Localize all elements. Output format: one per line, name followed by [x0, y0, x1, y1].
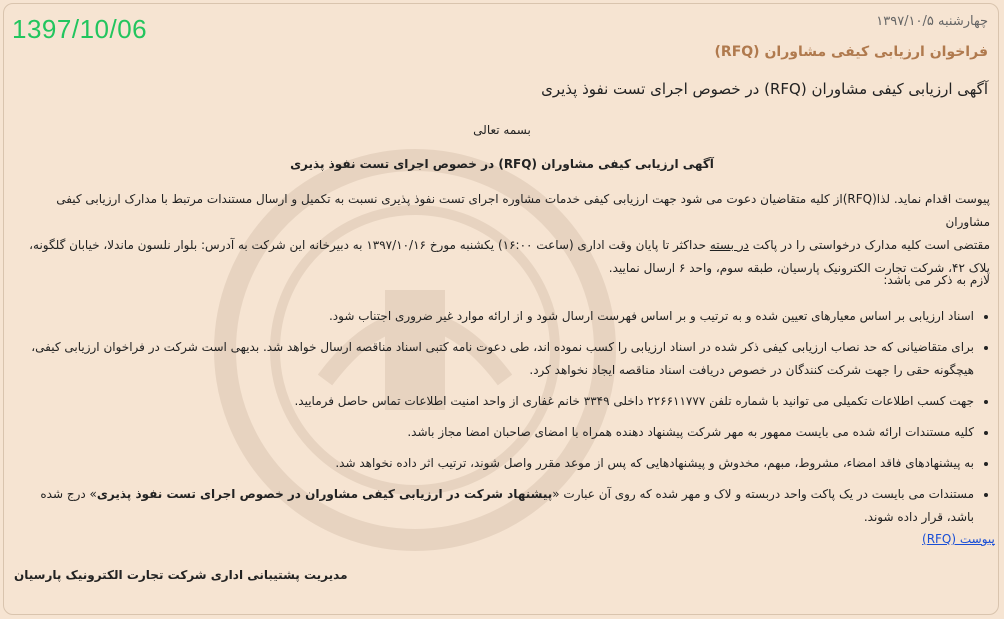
- list-item: • برای متقاضیانی که حد نصاب ارزیابی کیفی ذکر شده در اسناد ارزیابی را کسب نموده اند، طی دعوت نامه کتبی اسناد مناقصه ارسال خواهد شد. بدیهی است شرکت در فراخوان ارزیابی کیفی، هیچگونه حقی را جهت شرکت کنندگان در خصوص دریافت اسناد مناقصه ایجاد نخواهد کرد.: [14, 336, 974, 382]
- intro-line-1: پیوست اقدام نماید. لذا(RFQ)از کلیه متقاضیان دعوت می شود جهت ارزیابی کیفی خدمات مشاوره اجرای تست نفوذ پذیری نسبت به تکمیل و ارسال مستندات مرتبط با مدارک ارزیابی کیفی مشاوران: [56, 192, 990, 229]
- list-item: • اسناد ارزیابی بر اساس معیارهای تعیین شده و به ترتیب و بر اساس فهرست ارسال شود و از ارائه موارد غیر ضروری اجتناب شود.: [14, 305, 974, 328]
- notes-heading: لازم به ذکر می باشد:: [883, 273, 990, 287]
- list-item: [14, 483, 974, 529]
- list-item: • به پیشنهادهای فاقد امضاء، مشروط، مبهم، مخدوش و پیشنهادهایی که پس از موعد مقرر واصل شوند، ترتیب اثر داده نخواهد شد.: [14, 452, 974, 475]
- list-item: • جهت کسب اطلاعات تکمیلی می توانید با شماره تلفن ۲۲۶۶۱۱۷۷۷ داخلی ۳۳۴۹ خانم غفاری از واحد امنیت اطلاعات تماس حاصل فرمایید.: [14, 390, 974, 413]
- list-item: • کلیه مستندات ارائه شده می بایست ممهور به مهر شرکت پیشنهاد دهنده همراه با امضای صاحبان امضا مجاز باشد.: [14, 421, 974, 444]
- publish-date: چهارشنبه ۱۳۹۷/۱۰/۵: [876, 14, 988, 29]
- bismillah: بسمه تعالی: [473, 123, 531, 137]
- intro-line-2-end: حداکثر تا پایان وقت اداری (ساعت ۱۶:۰۰) یکشنبه مورخ ۱۳۹۷/۱۰/۱۶ به دبیرخانه این شرکت به آدرس: بلوار نلسون ماندلا، خیابان گلگونه،: [29, 238, 707, 252]
- attachment-link[interactable]: پیوست (RFQ): [922, 532, 995, 546]
- intro-line-2-start: مقتضی است کلیه مدارک درخواستی را در پاکت: [752, 238, 990, 252]
- announcement-title: آگهی ارزیابی کیفی مشاوران (RFQ) در خصوص اجرای تست نفوذ پذیری: [290, 157, 714, 171]
- signature: مدیریت پشتیبانی اداری شرکت تجارت الکترونیک پارسیان: [14, 568, 348, 582]
- list-item-bold-phrase: پیشنهاد شرکت در ارزیابی کیفی مشاوران در خصوص اجرای تست نفوذ پذیری: [96, 487, 553, 501]
- section-subtitle: فراخوان ارزیابی کیفی مشاوران (RFQ): [714, 44, 988, 60]
- intro-paragraph: [14, 188, 990, 280]
- intro-line-3: پلاک ۴۲، شرکت تجارت الکترونیک پارسیان، طبقه سوم، واحد ۶ ارسال نمایید.: [608, 261, 990, 275]
- notes-list: [14, 305, 990, 537]
- intro-line-2: [14, 234, 990, 257]
- list-item-start: مستندات می بایست در یک پاکت واحد دربسته و لاک و مهر شده که روی آن عبارت «: [552, 487, 974, 501]
- page-title: آگهی ارزیابی کیفی مشاوران (RFQ) در خصوص اجرای تست نفوذ پذیری: [541, 80, 988, 98]
- date-stamp: 1397/10/06: [12, 14, 148, 44]
- list-item-end: » درج شده باشد، قرار داده شوند.: [40, 487, 974, 524]
- intro-underlined-text: در بسته: [709, 238, 749, 252]
